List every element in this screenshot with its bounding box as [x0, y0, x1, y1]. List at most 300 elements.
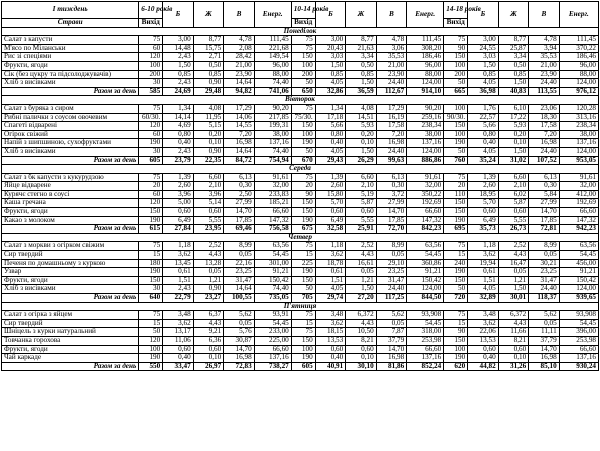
total-value-cell: 32,89 [468, 294, 499, 303]
value-cell: 15 [444, 319, 468, 328]
value-cell: 3,62 [468, 319, 499, 328]
value-cell: 96,00 [559, 61, 598, 70]
value-cell: 0,85 [193, 70, 224, 79]
value-cell: 75 [139, 173, 163, 182]
value-cell: 6,37 [193, 311, 224, 320]
value-cell: 75 [139, 242, 163, 251]
value-cell: 396,00 [559, 328, 598, 337]
value-cell: 1,18 [163, 242, 194, 251]
value-cell: 150 [291, 53, 315, 62]
value-cell: 90 [444, 44, 468, 53]
value-cell: 30 [139, 147, 163, 156]
value-cell: 20 [139, 182, 163, 191]
value-cell: 150 [444, 276, 468, 285]
table-row [2, 242, 599, 251]
dish-name: Сир твердий [2, 319, 139, 328]
value-cell: 0,40 [468, 139, 499, 148]
value-cell: 4,05 [315, 285, 346, 294]
total-value-cell: 615 [139, 225, 163, 234]
total-value-cell: 84,72 [224, 156, 255, 165]
value-cell: 4,43 [498, 319, 529, 328]
dish-name: Салат з моркви з огірком свіжим [2, 242, 139, 251]
value-cell: 225,00 [254, 336, 291, 345]
value-cell: 3,62 [315, 251, 346, 260]
output-header-1: Вихід [139, 19, 163, 28]
value-cell: 150 [444, 122, 468, 131]
value-cell: 5,55 [193, 216, 224, 225]
value-cell: 456,00 [559, 259, 598, 268]
table-row [2, 199, 599, 208]
value-cell: 1,51 [163, 276, 194, 285]
table-row [2, 311, 599, 320]
value-cell: 1,50 [346, 79, 377, 88]
col-b-1: Б [163, 2, 194, 28]
value-cell: 6,60 [498, 173, 529, 182]
value-cell: 11,11 [529, 328, 560, 337]
value-cell: 23,90 [529, 70, 560, 79]
total-value-cell: 914,10 [407, 87, 444, 96]
value-cell: 137,16 [407, 139, 444, 148]
value-cell: 150 [291, 276, 315, 285]
dish-name: Узвар [2, 268, 139, 277]
value-cell: 21,00 [224, 61, 255, 70]
total-value-cell: 22,35 [193, 156, 224, 165]
value-cell: 32,00 [254, 182, 291, 191]
value-cell: 190 [291, 216, 315, 225]
value-cell: 14,70 [529, 208, 560, 217]
value-cell: 4,05 [468, 79, 499, 88]
col-b-3: Б [468, 2, 499, 28]
total-value-cell: 550 [139, 362, 163, 371]
value-cell: 233,00 [254, 328, 291, 337]
total-value-cell: 30,10 [346, 362, 377, 371]
value-cell: 24,40 [376, 285, 407, 294]
total-value-cell: 605 [139, 156, 163, 165]
total-value-cell: 886,86 [407, 156, 444, 165]
value-cell: 190 [139, 216, 163, 225]
value-cell: 124,00 [559, 285, 598, 294]
total-value-cell: 94,82 [224, 87, 255, 96]
value-cell: 0,05 [346, 268, 377, 277]
value-cell: 3,96 [163, 190, 194, 199]
value-cell: 0,05 [224, 251, 255, 260]
value-cell: 3,48 [315, 311, 346, 320]
value-cell: 50 [139, 328, 163, 337]
value-cell: 75 [291, 242, 315, 251]
table-row [2, 182, 599, 191]
value-cell: 24,40 [376, 79, 407, 88]
value-cell: 7,20 [224, 130, 255, 139]
value-cell: 2,10 [498, 182, 529, 191]
value-cell: 200 [139, 70, 163, 79]
value-cell: 5,84 [529, 190, 560, 199]
value-cell: 15 [291, 251, 315, 260]
total-value-cell: 25,91 [346, 225, 377, 234]
value-cell: 2,10 [346, 182, 377, 191]
value-cell: 0,60 [193, 208, 224, 217]
value-cell: 5,76 [224, 328, 255, 337]
dish-name: Каша гречана [2, 199, 139, 208]
value-cell: 6,372 [498, 311, 529, 320]
dish-name: Рис зі спеціями [2, 53, 139, 62]
dish-name: М'ясо по Міланськи [2, 44, 139, 53]
value-cell: 225 [291, 259, 315, 268]
value-cell: 318,00 [407, 328, 444, 337]
col-v-3: В [529, 2, 560, 28]
value-cell: 0,05 [193, 268, 224, 277]
value-cell: 66,60 [559, 208, 598, 217]
value-cell: 110 [444, 190, 468, 199]
value-cell: 0,80 [315, 130, 346, 139]
value-cell: 0,61 [315, 268, 346, 277]
value-cell: 100 [444, 104, 468, 113]
value-cell: 8,99 [376, 242, 407, 251]
value-cell: 0,40 [315, 139, 346, 148]
value-cell: 75 [291, 104, 315, 113]
value-cell: 22,57 [468, 113, 499, 122]
value-cell: 2,52 [346, 242, 377, 251]
value-cell: 15,75 [193, 44, 224, 53]
value-cell: 0,85 [315, 70, 346, 79]
value-cell: 93,91 [254, 311, 291, 320]
value-cell: 2,43 [163, 53, 194, 62]
total-value-cell: 756,58 [254, 225, 291, 234]
value-cell: 17,85 [376, 216, 407, 225]
value-cell: 5,15 [193, 122, 224, 131]
value-cell: 308,20 [407, 44, 444, 53]
total-value-cell: 72,83 [224, 362, 255, 371]
table-row [2, 345, 599, 354]
value-cell: 124,00 [559, 79, 598, 88]
value-cell: 22,16 [224, 259, 255, 268]
value-cell: 0,60 [468, 208, 499, 217]
age-group-1: 6-10 років [139, 2, 163, 19]
value-cell: 63,56 [407, 242, 444, 251]
value-cell: 100 [291, 130, 315, 139]
value-cell: 4,78 [224, 36, 255, 45]
value-cell: 17,85 [224, 216, 255, 225]
value-cell: 190 [444, 268, 468, 277]
table-row [2, 79, 599, 88]
value-cell: 5,55 [346, 216, 377, 225]
value-cell: 5,62 [529, 311, 560, 320]
value-cell: 90/30. [444, 113, 468, 122]
value-cell: 150 [139, 208, 163, 217]
total-value-cell: 72,81 [529, 225, 560, 234]
table-row [2, 61, 599, 70]
value-cell: 240 [444, 259, 468, 268]
table-row [2, 251, 599, 260]
value-cell: 14,64 [224, 147, 255, 156]
value-cell: 5,66 [468, 122, 499, 131]
value-cell: 1,18 [315, 242, 346, 251]
value-cell: 24,40 [529, 147, 560, 156]
value-cell: 0,40 [468, 354, 499, 363]
value-cell: 4,43 [346, 319, 377, 328]
value-cell: 6,02 [498, 190, 529, 199]
value-cell: 6,372 [346, 311, 377, 320]
dish-name: Фрукти, ягоди [2, 61, 139, 70]
value-cell: 2,52 [193, 242, 224, 251]
total-value-cell: 939,65 [559, 294, 598, 303]
table-row [2, 208, 599, 217]
value-cell: 0,10 [193, 354, 224, 363]
dish-name: Напій з шипшиною, сухофруктами [2, 139, 139, 148]
col-v-2: В [376, 2, 407, 28]
value-cell: 54,45 [559, 251, 598, 260]
value-cell: 0,20 [498, 130, 529, 139]
value-cell: 18,95 [468, 190, 499, 199]
value-cell: 0,05 [224, 319, 255, 328]
value-cell: 5,87 [346, 199, 377, 208]
value-cell: 150 [444, 199, 468, 208]
value-cell: 16,47 [498, 259, 529, 268]
value-cell: 0,05 [376, 251, 407, 260]
value-cell: 120 [139, 336, 163, 345]
value-cell: 13,53 [468, 336, 499, 345]
total-value-cell: 29,74 [315, 294, 346, 303]
dish-name: Хліб з висівками [2, 285, 139, 294]
table-row [2, 113, 599, 122]
total-value-cell: 720 [444, 294, 468, 303]
value-cell: 14,55 [224, 122, 255, 131]
dish-name: Яйце відварене [2, 182, 139, 191]
value-cell: 54,45 [254, 251, 291, 260]
value-cell: 14,70 [224, 345, 255, 354]
value-cell: 190 [291, 268, 315, 277]
value-cell: 6,49 [315, 216, 346, 225]
value-cell: 6,36 [193, 336, 224, 345]
value-cell: 1,50 [498, 285, 529, 294]
value-cell: 90,20 [407, 104, 444, 113]
value-cell: 31,47 [529, 276, 560, 285]
value-cell: 17,22 [498, 113, 529, 122]
value-cell: 16,98 [376, 354, 407, 363]
table-row [2, 354, 599, 363]
value-cell: 150,42 [407, 276, 444, 285]
value-cell: 74,40 [254, 147, 291, 156]
table-row [2, 259, 599, 268]
value-cell: 0,90 [193, 147, 224, 156]
value-cell: 75 [291, 311, 315, 320]
total-value-cell: 705 [291, 294, 315, 303]
value-cell: 37,79 [529, 336, 560, 345]
value-cell: 0,60 [346, 345, 377, 354]
value-cell: 8,99 [224, 242, 255, 251]
value-cell: 8,77 [193, 36, 224, 45]
value-cell: 1,21 [193, 276, 224, 285]
day-header [2, 96, 599, 105]
table-row [2, 190, 599, 199]
value-cell: 21,63 [346, 44, 377, 53]
value-cell: 23,06 [529, 104, 560, 113]
value-cell: 54,45 [407, 319, 444, 328]
value-cell: 21,00 [376, 61, 407, 70]
value-cell: 23,90 [224, 70, 255, 79]
col-zh-3: Ж [498, 2, 529, 28]
value-cell: 13,53 [315, 336, 346, 345]
value-cell: 4,43 [498, 251, 529, 260]
value-cell: 150 [444, 336, 468, 345]
value-cell: 253,98 [407, 336, 444, 345]
value-cell: 91,61 [559, 173, 598, 182]
value-cell: 23,25 [224, 268, 255, 277]
total-value-cell: 620 [444, 362, 468, 371]
value-cell: 24,40 [529, 79, 560, 88]
value-cell: 100 [291, 61, 315, 70]
value-cell: 0,60 [193, 345, 224, 354]
value-cell: 24,55 [468, 44, 499, 53]
table-row [2, 276, 599, 285]
value-cell: 2,43 [163, 285, 194, 294]
value-cell: 5,93 [498, 122, 529, 131]
total-value-cell: 844,50 [407, 294, 444, 303]
value-cell: 0,85 [468, 70, 499, 79]
table-header [2, 2, 599, 28]
value-cell: 38,00 [254, 130, 291, 139]
value-cell: 1,50 [468, 61, 499, 70]
value-cell: 4,05 [315, 147, 346, 156]
value-cell: 96,00 [254, 61, 291, 70]
value-cell: 63,56 [254, 242, 291, 251]
value-cell: 14,64 [224, 285, 255, 294]
total-value-cell: 36,98 [468, 87, 499, 96]
table-row [2, 216, 599, 225]
value-cell: 147,32 [254, 216, 291, 225]
value-cell: 190 [444, 354, 468, 363]
value-cell: 2,50 [224, 190, 255, 199]
value-cell: 91,21 [559, 268, 598, 277]
value-cell: 16,19 [376, 113, 407, 122]
total-value-cell: 852,24 [407, 362, 444, 371]
value-cell: 120 [139, 199, 163, 208]
value-cell: 233,83 [254, 190, 291, 199]
table-row [2, 336, 599, 345]
value-cell: 0,30 [224, 182, 255, 191]
value-cell: 100 [139, 345, 163, 354]
value-cell: 1,34 [315, 104, 346, 113]
table-row [2, 70, 599, 79]
table-row [2, 44, 599, 53]
value-cell: 16,61 [346, 259, 377, 268]
value-cell: 190 [291, 139, 315, 148]
value-cell: 3,62 [315, 319, 346, 328]
total-value-cell: 27,20 [346, 294, 377, 303]
total-value-cell: 930,24 [559, 362, 598, 371]
dish-name: Печеня по домашньому з куркою [2, 259, 139, 268]
value-cell: 0,60 [163, 208, 194, 217]
value-cell: 2,52 [498, 242, 529, 251]
value-cell: 2,43 [163, 79, 194, 88]
value-cell: 11,95 [193, 113, 224, 122]
dish-name: Салат з капусти [2, 36, 139, 45]
dish-name: Фрукти, ягоди [2, 208, 139, 217]
value-cell: 23,25 [376, 268, 407, 277]
value-cell: 0,50 [346, 61, 377, 70]
value-cell: 137,16 [559, 354, 598, 363]
value-cell: 75 [444, 173, 468, 182]
value-cell: 0,10 [346, 354, 377, 363]
value-cell: 0,05 [376, 319, 407, 328]
value-cell: 4,08 [193, 104, 224, 113]
total-value-cell: 754,94 [254, 156, 291, 165]
value-cell: 16,98 [376, 139, 407, 148]
value-cell: 4,05 [315, 79, 346, 88]
table-row [2, 328, 599, 337]
value-cell: 253,98 [559, 336, 598, 345]
value-cell: 2,08 [224, 44, 255, 53]
value-cell: 3,48 [163, 311, 194, 320]
value-cell: 14,14 [163, 113, 194, 122]
value-cell: 13,45 [163, 259, 194, 268]
value-cell: 23,25 [529, 268, 560, 277]
value-cell: 13,17 [163, 328, 194, 337]
value-cell: 0,60 [163, 345, 194, 354]
value-cell: 1,21 [346, 276, 377, 285]
value-cell: 0,60 [468, 345, 499, 354]
value-cell: 0,10 [498, 354, 529, 363]
value-cell: 32,00 [407, 182, 444, 191]
total-value-cell: 44,82 [468, 362, 499, 371]
value-cell: 0,60 [315, 208, 346, 217]
total-value-cell: 29,48 [193, 87, 224, 96]
value-cell: 100 [444, 345, 468, 354]
value-cell: 30,21 [529, 259, 560, 268]
value-cell: 7,20 [376, 130, 407, 139]
day-total-row [2, 362, 599, 371]
value-cell: 90,20 [254, 104, 291, 113]
day-header [2, 27, 599, 36]
value-cell: 124,00 [407, 79, 444, 88]
value-cell: 301,00 [254, 259, 291, 268]
value-cell: 9,21 [193, 328, 224, 337]
dish-name: Хліб з висівками [2, 147, 139, 156]
value-cell: 0,61 [468, 268, 499, 277]
value-cell: 90 [291, 190, 315, 199]
value-cell: 2,43 [163, 147, 194, 156]
col-b-2: Б [315, 2, 346, 28]
day-name: Четвер [2, 233, 599, 242]
value-cell: 3,03 [468, 53, 499, 62]
value-cell: 5,70 [315, 199, 346, 208]
dish-name: Рибні палички з соусом овочевим [2, 113, 139, 122]
dish-name: Фрукти, ягоди [2, 345, 139, 354]
total-label: Разом за день [2, 225, 139, 234]
value-cell: 186,46 [559, 53, 598, 62]
total-value-cell: 23,27 [193, 294, 224, 303]
week-label: I тиждень [2, 2, 139, 19]
value-cell: 4,05 [468, 147, 499, 156]
value-cell: 14,51 [346, 113, 377, 122]
total-value-cell: 30,01 [498, 294, 529, 303]
total-value-cell: 26,73 [498, 225, 529, 234]
value-cell: 0,60 [346, 208, 377, 217]
value-cell: 8,21 [346, 336, 377, 345]
value-cell: 4,08 [346, 104, 377, 113]
dish-name: Сік (без цукру та підсолоджувачів) [2, 70, 139, 79]
value-cell: 21,00 [529, 61, 560, 70]
col-energy-2: Енерг. [407, 2, 444, 28]
value-cell: 0,20 [193, 130, 224, 139]
value-cell: 66,60 [254, 345, 291, 354]
dish-name: Сир твердий [2, 251, 139, 260]
value-cell: 17,29 [376, 104, 407, 113]
value-cell: 17,29 [224, 104, 255, 113]
value-cell: 150 [291, 208, 315, 217]
value-cell: 1,50 [498, 79, 529, 88]
day-name: Понеділок [2, 27, 599, 36]
dish-name: Товчанка горохова [2, 336, 139, 345]
